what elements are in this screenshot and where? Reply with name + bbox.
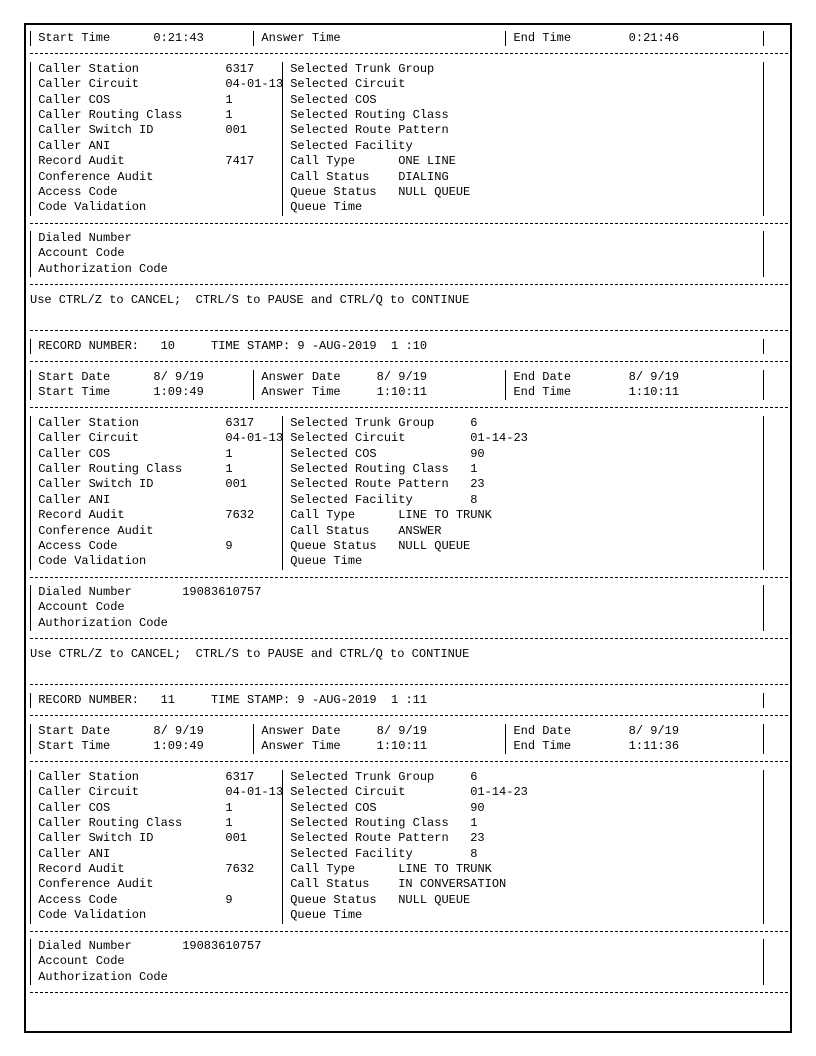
selected-circuit-label: Selected Circuit bbox=[290, 785, 406, 800]
selected-column bbox=[283, 416, 763, 570]
queue-time-field bbox=[283, 908, 763, 923]
authorization-code-label: Authorization Code bbox=[38, 969, 168, 984]
access-code-value: 9 bbox=[225, 538, 233, 553]
caller-routing-class-value: 1 bbox=[225, 461, 233, 476]
call-status-field bbox=[283, 170, 763, 185]
caller-switch-id-value: 001 bbox=[225, 831, 248, 846]
selected-route-pattern-value: 23 bbox=[470, 831, 485, 846]
time-stamp-label: TIME STAMP: bbox=[211, 692, 291, 707]
call-details bbox=[30, 416, 764, 570]
start-date-cell bbox=[31, 724, 254, 739]
answer-time-label: Answer Time bbox=[261, 31, 341, 45]
dialed-section bbox=[30, 585, 764, 631]
record-audit-value: 7632 bbox=[225, 508, 255, 523]
access-code-field bbox=[31, 185, 282, 200]
start-date-value: 8/ 9/19 bbox=[153, 369, 204, 384]
selected-cos-value: 90 bbox=[470, 446, 485, 461]
caller-circuit-field bbox=[31, 785, 282, 800]
selected-column bbox=[283, 770, 763, 924]
selected-column bbox=[283, 62, 763, 216]
record-number-label: RECORD NUMBER: bbox=[38, 338, 140, 353]
dates-row bbox=[30, 370, 764, 385]
answer-date-value: 8/ 9/19 bbox=[376, 723, 428, 738]
caller-station-value: 6317 bbox=[225, 415, 255, 430]
call-type-field bbox=[283, 154, 763, 169]
selected-routing-class-value: 1 bbox=[470, 815, 478, 830]
answer-time-label: Answer Time bbox=[261, 384, 341, 399]
code-validation-label: Code Validation bbox=[38, 908, 147, 923]
queue-status-field bbox=[283, 893, 763, 908]
answer-time-value: 1:10:11 bbox=[376, 384, 428, 399]
caller-station-field bbox=[31, 62, 282, 77]
authorization-code-field bbox=[31, 970, 763, 985]
control-keys-hint: Use CTRL/Z to CANCEL; CTRL/S to PAUSE and CTRL/Q to CONTINUE bbox=[30, 646, 470, 661]
authorization-code-label: Authorization Code bbox=[38, 615, 168, 630]
call-type-value: ONE LINE bbox=[398, 154, 456, 169]
queue-status-label: Queue Status bbox=[290, 184, 377, 199]
code-validation-field bbox=[31, 200, 282, 215]
queue-time-label: Queue Time bbox=[290, 908, 363, 923]
answer-time-cell bbox=[254, 31, 506, 46]
call-status-label: Call Status bbox=[290, 523, 370, 538]
caller-ani-field bbox=[31, 139, 282, 154]
end-date-cell bbox=[506, 724, 763, 739]
call-status-value: DIALING bbox=[398, 169, 449, 184]
start-time-cell bbox=[31, 31, 254, 46]
account-code-field bbox=[31, 954, 763, 969]
record-bottom-separator bbox=[30, 277, 788, 292]
selected-circuit-value: 01-14-23 bbox=[470, 785, 528, 800]
caller-station-field bbox=[31, 770, 282, 785]
access-code-field bbox=[31, 893, 282, 908]
queue-status-label: Queue Status bbox=[290, 892, 377, 907]
record-header bbox=[30, 693, 764, 708]
call-status-label: Call Status bbox=[290, 169, 370, 184]
selected-routing-class-field bbox=[283, 108, 763, 123]
times-row bbox=[30, 31, 764, 46]
authorization-code-field bbox=[31, 262, 763, 277]
caller-circuit-value: 04-01-13 bbox=[225, 431, 284, 446]
authorization-code-label: Authorization Code bbox=[38, 261, 168, 276]
start-date-value: 8/ 9/19 bbox=[153, 723, 204, 738]
answer-date-value: 8/ 9/19 bbox=[376, 369, 428, 384]
record-audit-field bbox=[31, 508, 282, 523]
caller-cos-label: Caller COS bbox=[38, 800, 111, 815]
caller-station-value: 6317 bbox=[225, 61, 255, 76]
call-type-field bbox=[283, 862, 763, 877]
record-bottom-separator bbox=[30, 631, 788, 646]
start-date-label: Start Date bbox=[38, 369, 111, 384]
caller-switch-id-field bbox=[31, 477, 282, 492]
record-number-value: 10 bbox=[160, 338, 176, 353]
answer-date-label: Answer Date bbox=[261, 723, 341, 738]
answer-time-label: Answer Time bbox=[261, 738, 341, 753]
access-code-label: Access Code bbox=[38, 184, 118, 199]
time-stamp-label: TIME STAMP: bbox=[211, 338, 291, 353]
caller-circuit-field bbox=[31, 431, 282, 446]
conference-audit-label: Conference Audit bbox=[38, 169, 154, 184]
selected-trunk-group-value: 6 bbox=[470, 415, 478, 430]
call-type-label: Call Type bbox=[290, 154, 356, 169]
selected-trunk-group-field bbox=[283, 62, 763, 77]
selected-facility-label: Selected Facility bbox=[290, 492, 413, 507]
call-record bbox=[30, 323, 764, 646]
caller-routing-class-value: 1 bbox=[225, 815, 233, 830]
caller-circuit-value: 04-01-13 bbox=[225, 77, 284, 92]
caller-station-label: Caller Station bbox=[38, 61, 140, 76]
selected-routing-class-label: Selected Routing Class bbox=[290, 461, 449, 476]
call-record bbox=[30, 677, 764, 1000]
dialed-number-label: Dialed Number bbox=[38, 939, 132, 954]
separator bbox=[30, 924, 788, 939]
start-date-cell bbox=[31, 370, 254, 385]
answer-time-cell bbox=[254, 385, 506, 400]
selected-circuit-field bbox=[283, 431, 763, 446]
dialed-section bbox=[30, 939, 764, 985]
queue-time-field bbox=[283, 554, 763, 569]
caller-routing-class-field bbox=[31, 462, 282, 477]
caller-cos-value: 1 bbox=[225, 446, 233, 461]
queue-status-value: NULL QUEUE bbox=[398, 184, 471, 199]
caller-routing-class-label: Caller Routing Class bbox=[38, 107, 183, 122]
end-date-label: End Date bbox=[513, 369, 572, 384]
record-audit-field bbox=[31, 154, 282, 169]
dialed-number-value: 19083610757 bbox=[182, 939, 262, 954]
end-time-value: 0:21:46 bbox=[628, 31, 680, 45]
end-time-label: End Time bbox=[513, 31, 572, 45]
selected-trunk-group-label: Selected Trunk Group bbox=[290, 769, 435, 784]
conference-audit-field bbox=[31, 170, 282, 185]
caller-routing-class-field bbox=[31, 816, 282, 831]
blank-line bbox=[30, 308, 790, 323]
end-date-value: 8/ 9/19 bbox=[628, 369, 680, 384]
access-code-label: Access Code bbox=[38, 538, 118, 553]
queue-status-label: Queue Status bbox=[290, 538, 377, 553]
record-number-label: RECORD NUMBER: bbox=[38, 692, 140, 707]
code-validation-label: Code Validation bbox=[38, 200, 147, 215]
caller-ani-field bbox=[31, 847, 282, 862]
access-code-field bbox=[31, 539, 282, 554]
authorization-code-field bbox=[31, 616, 763, 631]
selected-facility-field bbox=[283, 847, 763, 862]
call-record bbox=[30, 31, 764, 293]
page-frame bbox=[24, 23, 792, 1033]
selected-circuit-field bbox=[283, 785, 763, 800]
record-header bbox=[30, 339, 764, 354]
caller-circuit-label: Caller Circuit bbox=[38, 77, 140, 92]
call-status-field bbox=[283, 524, 763, 539]
record-audit-label: Record Audit bbox=[38, 154, 125, 169]
dialed-number-label: Dialed Number bbox=[38, 231, 132, 246]
call-details bbox=[30, 770, 764, 924]
caller-circuit-field bbox=[31, 77, 282, 92]
control-keys-hint: Use CTRL/Z to CANCEL; CTRL/S to PAUSE and CTRL/Q to CONTINUE bbox=[30, 292, 470, 307]
dialed-number-label: Dialed Number bbox=[38, 585, 132, 600]
caller-routing-class-value: 1 bbox=[225, 107, 233, 122]
code-validation-field bbox=[31, 554, 282, 569]
caller-cos-value: 1 bbox=[225, 92, 233, 107]
selected-route-pattern-field bbox=[283, 123, 763, 138]
selected-route-pattern-field bbox=[283, 831, 763, 846]
queue-status-value: NULL QUEUE bbox=[398, 538, 471, 553]
end-time-label: End Time bbox=[513, 738, 572, 753]
caller-ani-field bbox=[31, 493, 282, 508]
caller-switch-id-label: Caller Switch ID bbox=[38, 831, 154, 846]
time-stamp-value: 9 -AUG-2019 1 :10 bbox=[297, 338, 428, 353]
call-type-value: LINE TO TRUNK bbox=[398, 862, 492, 877]
caller-routing-class-label: Caller Routing Class bbox=[38, 815, 183, 830]
record-audit-field bbox=[31, 862, 282, 877]
caller-circuit-label: Caller Circuit bbox=[38, 785, 140, 800]
dialed-number-value: 19083610757 bbox=[182, 585, 262, 600]
conference-audit-label: Conference Audit bbox=[38, 877, 154, 892]
start-time-cell bbox=[31, 385, 254, 400]
selected-routing-class-field bbox=[283, 462, 763, 477]
end-time-cell bbox=[506, 31, 763, 46]
answer-date-label: Answer Date bbox=[261, 369, 341, 384]
record-top-separator bbox=[30, 323, 788, 338]
selected-circuit-label: Selected Circuit bbox=[290, 77, 406, 92]
caller-ani-label: Caller ANI bbox=[38, 492, 111, 507]
selected-route-pattern-label: Selected Route Pattern bbox=[290, 831, 449, 846]
end-time-value: 1:11:36 bbox=[628, 738, 680, 753]
account-code-label: Account Code bbox=[38, 600, 125, 615]
call-status-value: ANSWER bbox=[398, 523, 442, 538]
caller-column bbox=[31, 770, 283, 924]
caller-switch-id-field bbox=[31, 831, 282, 846]
call-status-value: IN CONVERSATION bbox=[398, 877, 507, 892]
caller-cos-value: 1 bbox=[225, 800, 233, 815]
call-status-label: Call Status bbox=[290, 877, 370, 892]
selected-facility-label: Selected Facility bbox=[290, 138, 413, 153]
queue-time-label: Queue Time bbox=[290, 554, 363, 569]
record-audit-value: 7632 bbox=[225, 862, 255, 877]
start-time-label: Start Time bbox=[38, 738, 111, 753]
caller-switch-id-label: Caller Switch ID bbox=[38, 477, 154, 492]
selected-cos-value: 90 bbox=[470, 800, 485, 815]
selected-route-pattern-field bbox=[283, 477, 763, 492]
separator bbox=[30, 754, 788, 769]
call-details bbox=[30, 62, 764, 216]
start-time-label: Start Time bbox=[38, 384, 111, 399]
caller-column bbox=[31, 416, 283, 570]
selected-cos-field bbox=[283, 93, 763, 108]
end-date-label: End Date bbox=[513, 723, 572, 738]
account-code-field bbox=[31, 600, 763, 615]
end-time-cell bbox=[506, 739, 763, 754]
answer-time-cell bbox=[254, 739, 506, 754]
time-stamp-value: 9 -AUG-2019 1 :11 bbox=[297, 692, 428, 707]
start-date-label: Start Date bbox=[38, 723, 111, 738]
selected-facility-field bbox=[283, 493, 763, 508]
record-bottom-separator bbox=[30, 985, 788, 1000]
end-time-value: 1:10:11 bbox=[628, 384, 680, 399]
caller-cos-field bbox=[31, 801, 282, 816]
queue-status-value: NULL QUEUE bbox=[398, 892, 471, 907]
conference-audit-field bbox=[31, 877, 282, 892]
caller-routing-class-field bbox=[31, 108, 282, 123]
caller-cos-field bbox=[31, 93, 282, 108]
selected-trunk-group-label: Selected Trunk Group bbox=[290, 61, 435, 76]
start-time-cell bbox=[31, 739, 254, 754]
record-number-value: 11 bbox=[160, 692, 176, 707]
caller-cos-label: Caller COS bbox=[38, 446, 111, 461]
caller-circuit-label: Caller Circuit bbox=[38, 431, 140, 446]
caller-cos-field bbox=[31, 447, 282, 462]
dialed-number-field bbox=[31, 585, 763, 600]
selected-circuit-field bbox=[283, 77, 763, 92]
call-type-value: LINE TO TRUNK bbox=[398, 508, 492, 523]
start-time-value: 1:09:49 bbox=[153, 738, 204, 753]
caller-switch-id-label: Caller Switch ID bbox=[38, 123, 154, 138]
blank-line bbox=[30, 662, 790, 677]
selected-trunk-group-field bbox=[283, 416, 763, 431]
call-type-label: Call Type bbox=[290, 862, 356, 877]
separator bbox=[30, 354, 788, 369]
selected-circuit-value: 01-14-23 bbox=[470, 431, 528, 446]
record-top-separator bbox=[30, 677, 788, 692]
selected-facility-value: 8 bbox=[470, 846, 478, 861]
caller-cos-label: Caller COS bbox=[38, 92, 111, 107]
selected-routing-class-label: Selected Routing Class bbox=[290, 815, 449, 830]
caller-circuit-value: 04-01-13 bbox=[225, 785, 284, 800]
caller-switch-id-value: 001 bbox=[225, 123, 248, 138]
account-code-label: Account Code bbox=[38, 954, 125, 969]
call-type-label: Call Type bbox=[290, 508, 356, 523]
dialed-number-field bbox=[31, 939, 763, 954]
record-audit-label: Record Audit bbox=[38, 508, 125, 523]
selected-trunk-group-value: 6 bbox=[470, 769, 478, 784]
end-time-cell bbox=[506, 385, 763, 400]
caller-switch-id-value: 001 bbox=[225, 477, 248, 492]
account-code-label: Account Code bbox=[38, 246, 125, 261]
selected-trunk-group-field bbox=[283, 770, 763, 785]
caller-switch-id-field bbox=[31, 123, 282, 138]
selected-cos-label: Selected COS bbox=[290, 92, 377, 107]
end-time-label: End Time bbox=[513, 384, 572, 399]
code-validation-field bbox=[31, 908, 282, 923]
selected-route-pattern-value: 23 bbox=[470, 477, 485, 492]
account-code-field bbox=[31, 246, 763, 261]
selected-cos-field bbox=[283, 447, 763, 462]
queue-status-field bbox=[283, 185, 763, 200]
dialed-number-field bbox=[31, 231, 763, 246]
selected-cos-label: Selected COS bbox=[290, 446, 377, 461]
caller-station-value: 6317 bbox=[225, 769, 255, 784]
start-time-value: 1:09:49 bbox=[153, 384, 204, 399]
selected-routing-class-value: 1 bbox=[470, 461, 478, 476]
answer-date-cell bbox=[254, 724, 506, 739]
selected-trunk-group-label: Selected Trunk Group bbox=[290, 415, 435, 430]
selected-facility-label: Selected Facility bbox=[290, 846, 413, 861]
record-audit-value: 7417 bbox=[225, 154, 255, 169]
caller-ani-label: Caller ANI bbox=[38, 846, 111, 861]
call-type-field bbox=[283, 508, 763, 523]
caller-routing-class-label: Caller Routing Class bbox=[38, 461, 183, 476]
conference-audit-label: Conference Audit bbox=[38, 523, 154, 538]
queue-time-field bbox=[283, 200, 763, 215]
separator bbox=[30, 400, 788, 415]
separator bbox=[30, 708, 788, 723]
selected-routing-class-field bbox=[283, 816, 763, 831]
separator bbox=[30, 570, 788, 585]
start-time-label: Start Time bbox=[38, 31, 111, 45]
caller-station-label: Caller Station bbox=[38, 769, 140, 784]
selected-route-pattern-label: Selected Route Pattern bbox=[290, 477, 449, 492]
access-code-label: Access Code bbox=[38, 892, 118, 907]
end-date-value: 8/ 9/19 bbox=[628, 723, 680, 738]
answer-date-cell bbox=[254, 370, 506, 385]
caller-column bbox=[31, 62, 283, 216]
dialed-section bbox=[30, 231, 764, 277]
end-date-cell bbox=[506, 370, 763, 385]
selected-route-pattern-label: Selected Route Pattern bbox=[290, 123, 449, 138]
caller-station-label: Caller Station bbox=[38, 415, 140, 430]
queue-status-field bbox=[283, 539, 763, 554]
times-row bbox=[30, 739, 764, 754]
selected-cos-field bbox=[283, 801, 763, 816]
conference-audit-field bbox=[31, 524, 282, 539]
dates-row bbox=[30, 724, 764, 739]
separator bbox=[30, 46, 788, 61]
times-row bbox=[30, 385, 764, 400]
access-code-value: 9 bbox=[225, 892, 233, 907]
selected-circuit-label: Selected Circuit bbox=[290, 431, 406, 446]
caller-ani-label: Caller ANI bbox=[38, 138, 111, 153]
code-validation-label: Code Validation bbox=[38, 554, 147, 569]
cdr-terminal-output bbox=[30, 31, 790, 1001]
selected-cos-label: Selected COS bbox=[290, 800, 377, 815]
queue-time-label: Queue Time bbox=[290, 200, 363, 215]
start-time-value: 0:21:43 bbox=[153, 31, 204, 45]
answer-time-value: 1:10:11 bbox=[376, 738, 428, 753]
selected-facility-field bbox=[283, 139, 763, 154]
caller-station-field bbox=[31, 416, 282, 431]
selected-facility-value: 8 bbox=[470, 492, 478, 507]
separator bbox=[30, 216, 788, 231]
call-status-field bbox=[283, 877, 763, 892]
record-audit-label: Record Audit bbox=[38, 862, 125, 877]
selected-routing-class-label: Selected Routing Class bbox=[290, 107, 449, 122]
